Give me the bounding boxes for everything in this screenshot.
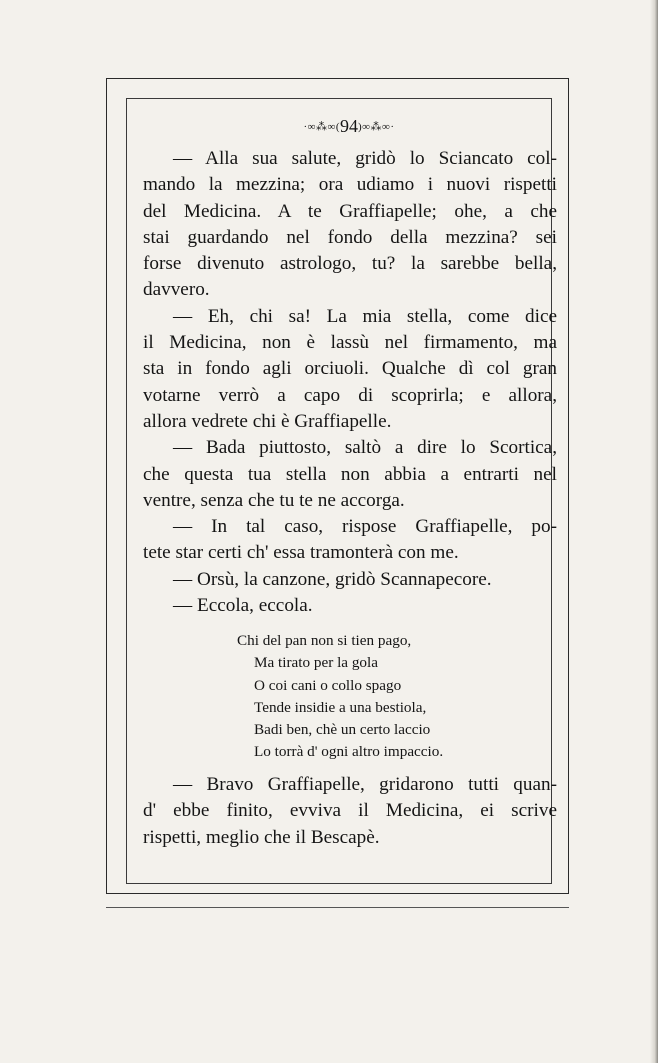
text-line: davvero. [143, 279, 210, 301]
text-line: — Orsù, la canzone, gridò Scannapecore. [173, 568, 492, 590]
text-line: allora vedrete chi è Graffiapelle. [143, 410, 392, 432]
text-line: forse divenuto astrologo, tu? la sarebbe bella, [143, 253, 557, 275]
text-line: stai guardando nel fondo della mezzina? sei [143, 226, 557, 248]
text-line: — Alla sua salute, gridò lo Sciancato col- [173, 148, 557, 169]
text-line: — Eccola, eccola. [173, 595, 313, 617]
bottom-rule [106, 907, 569, 908]
text-line: — Bravo Graffiapelle, gridarono tutti quan- [173, 774, 557, 795]
text-line: votarne verrò a capo di scoprirla; e allora, [143, 384, 557, 406]
text-line: il Medicina, non è lassù nel firmamento, ma [143, 332, 557, 354]
poem-line: Ma tirato per la gola [254, 654, 378, 672]
poem-line: Lo torrà d' ogni altro impaccio. [254, 743, 444, 761]
poem-line: Tende insidie a una bestiola, [254, 698, 427, 716]
text-line: tete star certi ch' essa tramonterà con me. [143, 542, 459, 564]
text-line: rispetti, meglio che il Bescapè. [143, 826, 380, 848]
text-line: mando la mezzina; ora udiamo i nuovi rispetti [143, 174, 557, 196]
text-line: — Bada piuttosto, saltò a dire lo Scortica, [173, 437, 557, 459]
text-line: del Medicina. A te Graffiapelle; ohe, a che [143, 200, 557, 222]
header-ornament-left: ·∞⁂∞( [303, 121, 340, 133]
poem-line: Chi del pan non si tien pago, [237, 632, 412, 649]
closing-text [143, 772, 557, 851]
text-line: che questa tua stella non abbia a entrarti nel [143, 463, 557, 485]
header-ornament-right: )∞⁂∞· [358, 121, 395, 133]
poem-line: O coi cani o collo spago [254, 676, 402, 694]
page-header [143, 114, 555, 139]
poem-line: Badi ben, chè un certo laccio [254, 721, 431, 739]
text-line: — In tal caso, rispose Graffiapelle, po- [173, 516, 557, 538]
text-line: ventre, senza che tu te ne accorga. [143, 489, 405, 511]
text-line: d' ebbe finito, evviva il Medicina, ei scrive [143, 800, 557, 822]
text-line: — Eh, chi sa! La mia stella, come dice [173, 305, 557, 327]
page-number: 94 [340, 116, 358, 136]
body-text [143, 146, 557, 619]
page-edge [650, 0, 658, 1063]
text-line: sta in fondo agli orciuoli. Qualche dì col gran [143, 358, 557, 380]
poem [237, 630, 537, 764]
